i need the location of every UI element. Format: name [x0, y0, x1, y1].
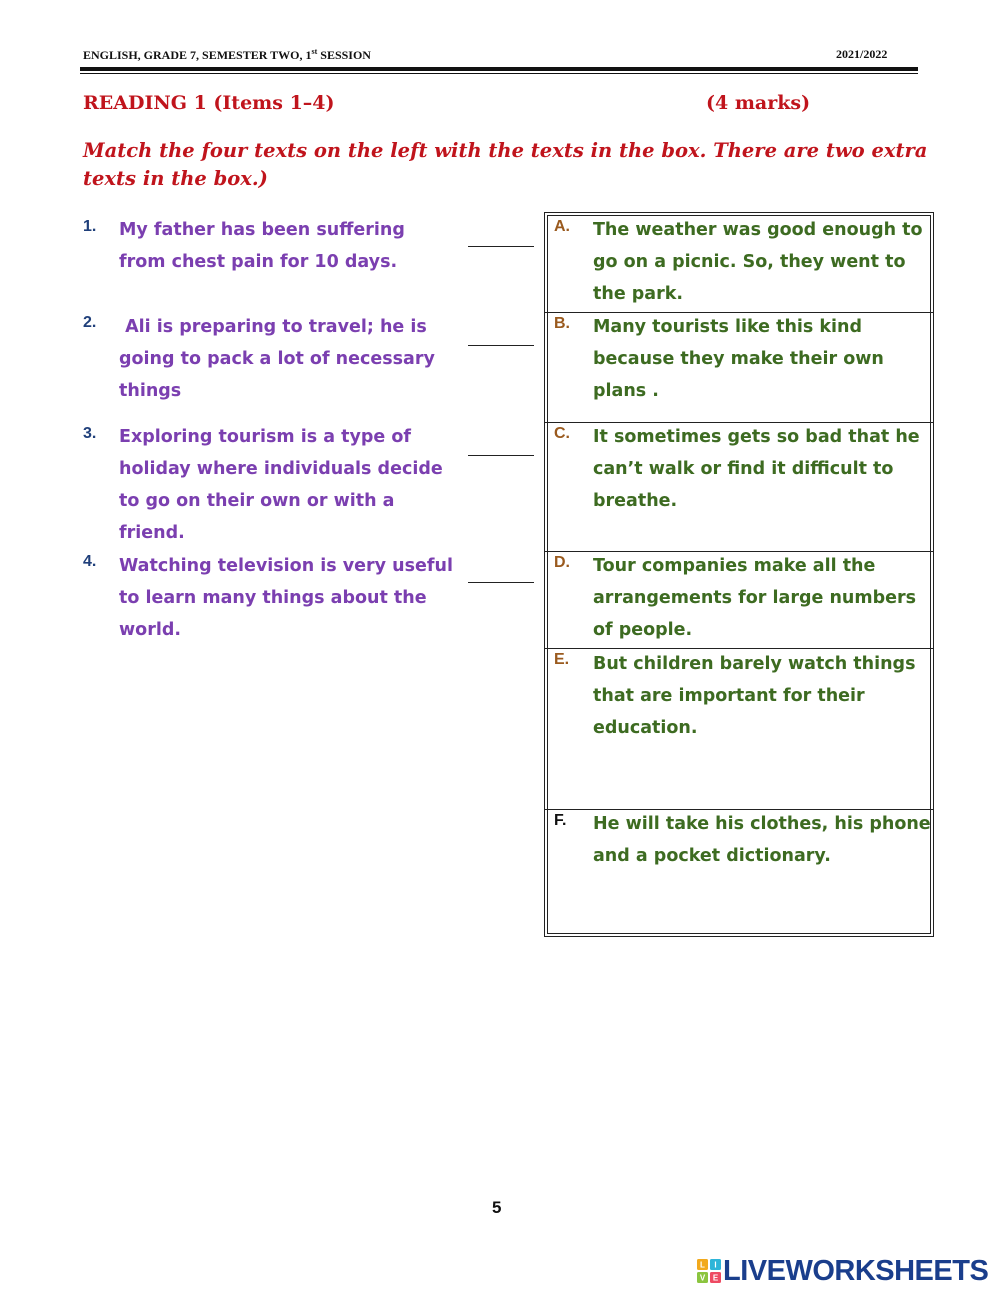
option-letter-b: B.: [554, 315, 570, 332]
header-course: ENGLISH, GRADE 7, SEMESTER TWO, 1: [83, 48, 312, 62]
option-text-a: The weather was good enough to go on a picnic. So, they went to the park.: [593, 220, 923, 304]
section-title: READING 1 (Items 1–4): [83, 92, 335, 114]
logo-icon-letter: E: [712, 1273, 719, 1283]
answer-blank-1[interactable]: [468, 246, 534, 247]
header-session: SESSION: [317, 48, 371, 62]
item-number-4: 4.: [83, 553, 97, 570]
option-letter-a: A.: [554, 218, 570, 235]
logo-icon-letter: L: [700, 1260, 705, 1270]
page-number: 5: [492, 1198, 502, 1217]
document-header-year: 2021/2022: [836, 47, 888, 61]
section-marks: (4 marks): [706, 92, 811, 114]
item-number-2: 2.: [83, 314, 97, 331]
option-letter-e: E.: [554, 651, 570, 668]
header-rule-thick: [80, 67, 918, 71]
header-rule-thin: [80, 73, 918, 74]
option-letter-d: D.: [554, 554, 570, 571]
item-text-4: Watching television is very useful to learn many things about the world.: [119, 556, 453, 640]
document-header-left: [83, 47, 371, 63]
instructions: Match the four texts on the left with the texts in the box. There are two extra texts in the box.): [83, 139, 928, 190]
option-letter-f: F.: [554, 812, 567, 829]
item-number-3: 3.: [83, 425, 97, 442]
option-text-c: It sometimes gets so bad that he can’t walk or find it difficult to breathe.: [593, 427, 920, 511]
logo-icon-letter: I: [714, 1260, 717, 1270]
option-text-b: Many tourists like this kind because they make their own plans .: [593, 317, 884, 401]
option-text-f: He will take his clothes, his phone and a pocket dictionary.: [593, 814, 931, 866]
logo-icon-letter: V: [699, 1273, 706, 1283]
liveworksheets-logo-text: LIVEWORKSHEETS: [723, 1255, 989, 1287]
liveworksheets-logo-icon: [697, 1259, 721, 1283]
option-text-d: Tour companies make all the arrangements for large numbers of people.: [593, 556, 917, 640]
item-text-2: Ali is preparing to travel; he is going to pack a lot of necessary things: [119, 317, 441, 401]
answer-blank-4[interactable]: [468, 582, 534, 583]
option-letter-c: C.: [554, 425, 570, 442]
item-number-1: 1.: [83, 218, 97, 235]
option-text-e: But children barely watch things that are important for their education.: [593, 654, 916, 738]
header-superscript: st: [311, 47, 318, 56]
item-text-1: My father has been suffering from chest pain for 10 days.: [119, 220, 405, 272]
answer-blank-2[interactable]: [468, 345, 534, 346]
item-text-3: Exploring tourism is a type of holiday where individuals decide to go on their own or with a friend.: [119, 427, 443, 543]
answer-blank-3[interactable]: [468, 455, 534, 456]
